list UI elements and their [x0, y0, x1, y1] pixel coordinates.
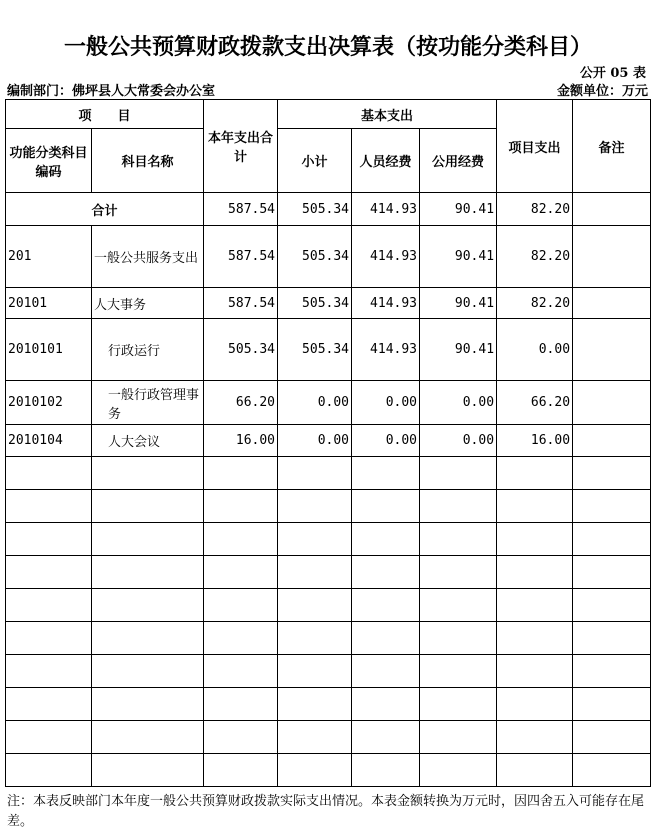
empty-cell [204, 721, 278, 754]
remark-cell [573, 381, 651, 425]
empty-cell [352, 721, 420, 754]
empty-cell [92, 688, 204, 721]
empty-cell [204, 556, 278, 589]
personnel-cell: 414.93 [352, 226, 420, 288]
total-cell: 587.54 [204, 193, 278, 226]
empty-row [6, 589, 651, 622]
empty-cell [573, 523, 651, 556]
empty-cell [497, 523, 573, 556]
empty-cell [278, 721, 352, 754]
footnote: 注：本表反映部门本年度一般公共预算财政拨款实际支出情况。本表金额转换为万元时，因四舍五入可能存在尾差。 [7, 794, 645, 829]
subtotal-cell: 505.34 [278, 193, 352, 226]
personnel-cell: 414.93 [352, 193, 420, 226]
empty-cell [497, 721, 573, 754]
empty-cell [573, 655, 651, 688]
empty-cell [573, 622, 651, 655]
empty-cell [92, 523, 204, 556]
empty-cell [352, 688, 420, 721]
empty-cell [573, 490, 651, 523]
project-header: 项目支出 [497, 100, 573, 193]
empty-row [6, 523, 651, 556]
empty-cell [420, 655, 497, 688]
empty-cell [92, 622, 204, 655]
subtotal-cell: 505.34 [278, 319, 352, 381]
empty-rows [6, 457, 651, 787]
item-header: 项 目 [6, 100, 204, 129]
empty-cell [92, 457, 204, 490]
total-cell: 505.34 [204, 319, 278, 381]
basic-header: 基本支出 [278, 100, 497, 129]
empty-cell [497, 622, 573, 655]
empty-cell [92, 721, 204, 754]
remark-cell [573, 226, 651, 288]
empty-cell [6, 457, 92, 490]
empty-cell [573, 688, 651, 721]
table-row [6, 425, 651, 457]
total-row [6, 193, 651, 226]
name-cell: 一般公共服务支出 [92, 226, 204, 288]
total-cell: 587.54 [204, 226, 278, 288]
empty-cell [204, 490, 278, 523]
public-cell: 90.41 [420, 319, 497, 381]
empty-cell [278, 523, 352, 556]
project-cell: 82.20 [497, 288, 573, 319]
empty-cell [420, 490, 497, 523]
page-title: 一般公共预算财政拨款支出决算表（按功能分类科目） [63, 34, 592, 60]
total-cell: 16.00 [204, 425, 278, 457]
empty-cell [352, 523, 420, 556]
empty-cell [497, 589, 573, 622]
empty-cell [278, 688, 352, 721]
empty-cell [92, 556, 204, 589]
empty-row [6, 490, 651, 523]
code-header: 功能分类科目编码 [6, 129, 92, 193]
empty-row [6, 655, 651, 688]
name-cell: 人大事务 [92, 288, 204, 319]
personnel-cell: 414.93 [352, 288, 420, 319]
code-cell: 2010104 [6, 425, 92, 457]
empty-cell [6, 754, 92, 787]
empty-row [6, 622, 651, 655]
empty-row [6, 721, 651, 754]
empty-cell [352, 754, 420, 787]
total-cell: 66.20 [204, 381, 278, 425]
public-cell: 0.00 [420, 425, 497, 457]
empty-cell [497, 457, 573, 490]
empty-cell [204, 589, 278, 622]
empty-cell [352, 457, 420, 490]
remark-cell [573, 425, 651, 457]
table-row [6, 381, 651, 425]
public-cell: 90.41 [420, 288, 497, 319]
empty-cell [573, 556, 651, 589]
empty-cell [92, 490, 204, 523]
empty-cell [497, 556, 573, 589]
name-cell: 人大会议 [92, 425, 204, 457]
remark-cell [573, 193, 651, 226]
name-cell: 行政运行 [92, 319, 204, 381]
empty-cell [6, 490, 92, 523]
empty-cell [278, 622, 352, 655]
empty-cell [573, 721, 651, 754]
public-header: 公用经费 [420, 129, 497, 193]
empty-cell [6, 721, 92, 754]
empty-cell [204, 523, 278, 556]
table-row [6, 288, 651, 319]
empty-row [6, 457, 651, 490]
empty-cell [278, 556, 352, 589]
empty-cell [278, 490, 352, 523]
personnel-cell: 0.00 [352, 381, 420, 425]
department-label: 编制部门：佛坪县人大常委会办公室 [7, 84, 216, 99]
empty-cell [6, 655, 92, 688]
project-cell: 16.00 [497, 425, 573, 457]
public-cell: 90.41 [420, 226, 497, 288]
empty-cell [573, 457, 651, 490]
public-cell: 0.00 [420, 381, 497, 425]
remark-header: 备注 [573, 100, 651, 193]
empty-cell [420, 589, 497, 622]
empty-cell [497, 490, 573, 523]
empty-cell [278, 655, 352, 688]
empty-cell [204, 622, 278, 655]
empty-cell [204, 754, 278, 787]
personnel-header: 人员经费 [352, 129, 420, 193]
name-cell: 一般行政管理事务 [92, 381, 204, 425]
expenditure-table [5, 99, 651, 787]
empty-cell [497, 655, 573, 688]
empty-cell [420, 457, 497, 490]
empty-cell [573, 589, 651, 622]
empty-cell [352, 622, 420, 655]
unit-label: 金额单位：万元 [556, 84, 648, 99]
total-cell: 587.54 [204, 288, 278, 319]
project-cell: 82.20 [497, 193, 573, 226]
empty-cell [420, 754, 497, 787]
empty-cell [420, 556, 497, 589]
empty-row [6, 556, 651, 589]
subtotal-cell: 505.34 [278, 226, 352, 288]
project-cell: 82.20 [497, 226, 573, 288]
empty-cell [6, 556, 92, 589]
empty-cell [420, 622, 497, 655]
remark-cell [573, 319, 651, 381]
empty-cell [278, 457, 352, 490]
empty-cell [497, 754, 573, 787]
empty-cell [352, 655, 420, 688]
subtotal-cell: 0.00 [278, 381, 352, 425]
code-cell: 201 [6, 226, 92, 288]
subtotal-header: 小计 [278, 129, 352, 193]
empty-cell [352, 556, 420, 589]
empty-cell [352, 490, 420, 523]
form-number: 公开 05 表 [579, 66, 646, 81]
remark-cell [573, 288, 651, 319]
empty-cell [6, 622, 92, 655]
empty-cell [573, 754, 651, 787]
code-cell: 20101 [6, 288, 92, 319]
table-row [6, 226, 651, 288]
empty-cell [352, 589, 420, 622]
empty-cell [204, 457, 278, 490]
name-header: 科目名称 [92, 129, 204, 193]
empty-cell [6, 523, 92, 556]
subtotal-cell: 0.00 [278, 425, 352, 457]
empty-cell [420, 523, 497, 556]
empty-cell [278, 589, 352, 622]
empty-row [6, 754, 651, 787]
empty-cell [6, 589, 92, 622]
total-header: 本年支出合计 [204, 100, 278, 193]
empty-cell [278, 754, 352, 787]
empty-cell [420, 688, 497, 721]
empty-cell [6, 688, 92, 721]
table-row [6, 319, 651, 381]
project-cell: 0.00 [497, 319, 573, 381]
personnel-cell: 0.00 [352, 425, 420, 457]
public-cell: 90.41 [420, 193, 497, 226]
subtotal-cell: 505.34 [278, 288, 352, 319]
empty-cell [204, 655, 278, 688]
personnel-cell: 414.93 [352, 319, 420, 381]
empty-cell [497, 688, 573, 721]
code-cell: 2010101 [6, 319, 92, 381]
code-cell: 2010102 [6, 381, 92, 425]
empty-cell [92, 754, 204, 787]
empty-cell [92, 589, 204, 622]
empty-cell [204, 688, 278, 721]
project-cell: 66.20 [497, 381, 573, 425]
empty-cell [92, 655, 204, 688]
total-label: 合计 [6, 193, 204, 226]
empty-row [6, 688, 651, 721]
empty-cell [420, 721, 497, 754]
